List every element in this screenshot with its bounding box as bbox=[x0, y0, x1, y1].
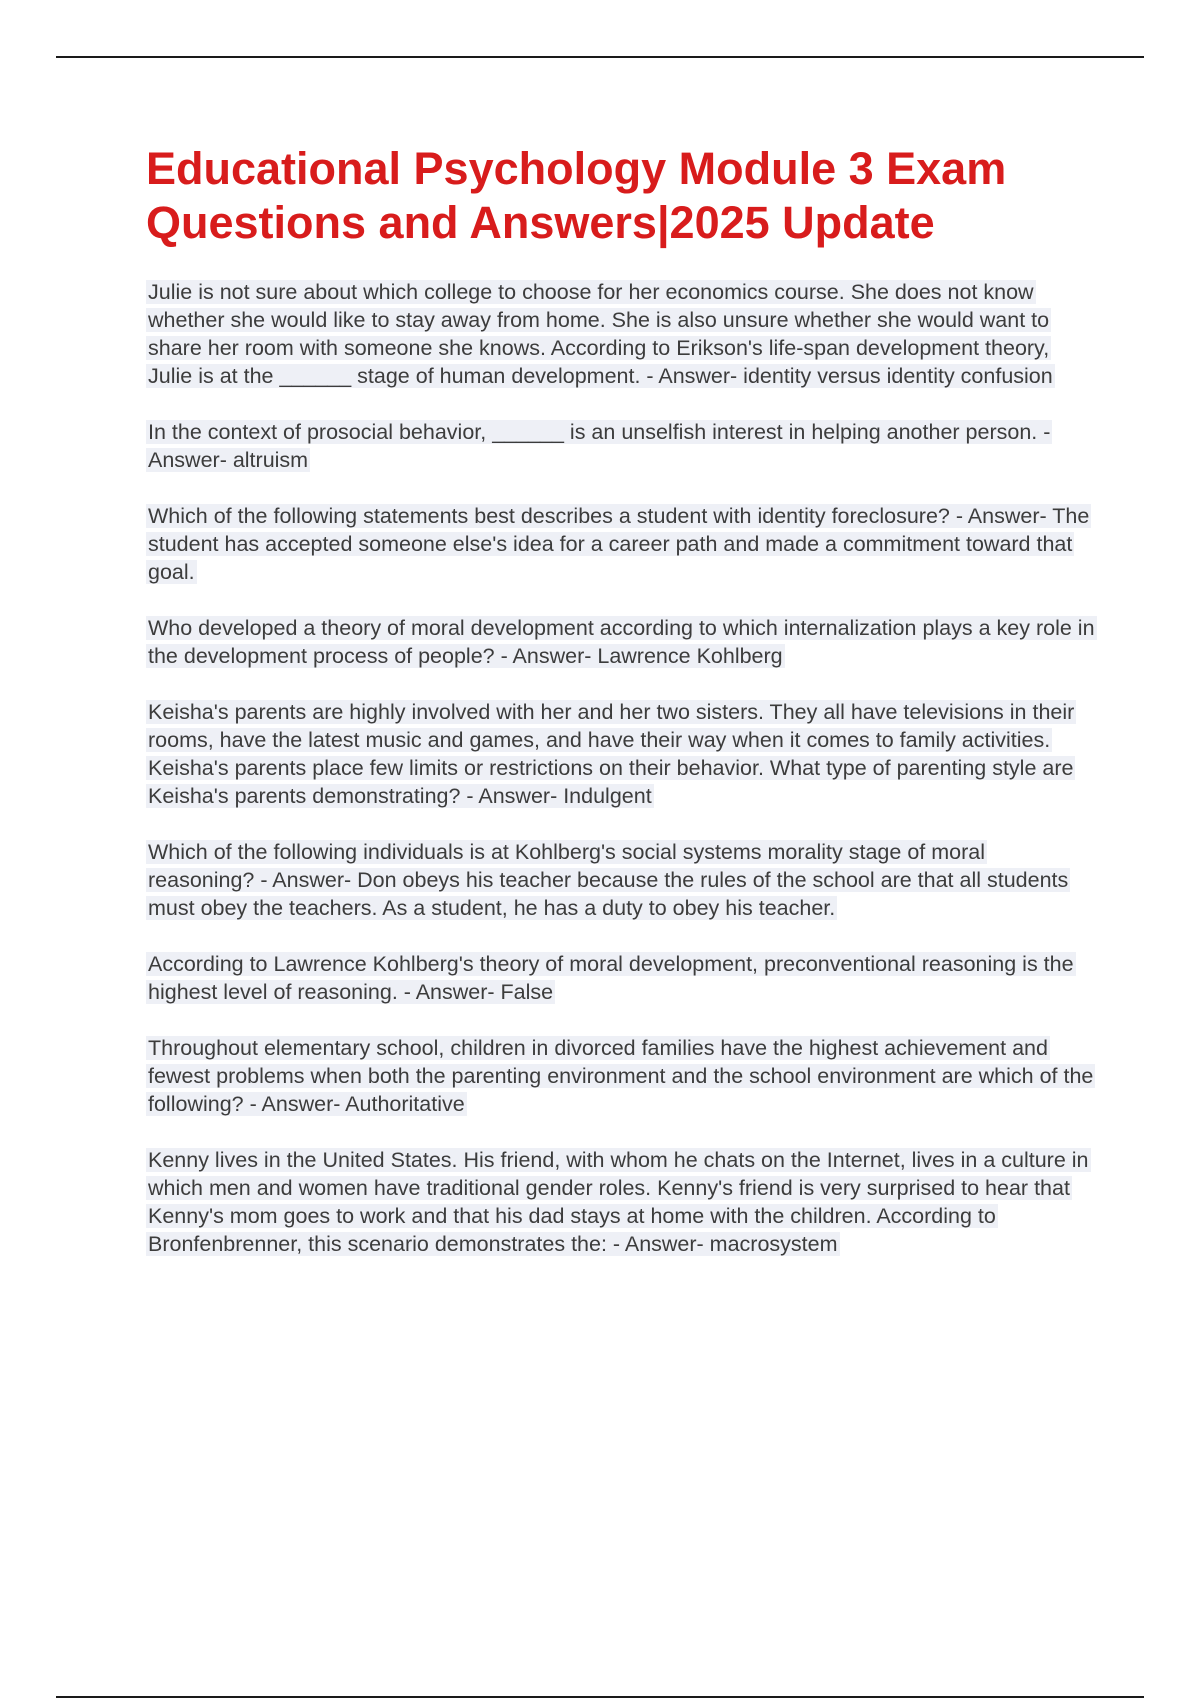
bottom-rule bbox=[56, 1696, 1144, 1698]
qa-item-text: Which of the following statements best describes a student with identity foreclosure? - Answer- The student has accepted someone else's idea for a career path and made a commitment toward that goal. bbox=[148, 504, 1090, 584]
qa-item-text: In the context of prosocial behavior, ______ is an unselfish interest in helping another person. - Answer- altruism bbox=[148, 420, 1051, 472]
qa-item bbox=[146, 278, 1096, 390]
qa-item-text: Kenny lives in the United States. His friend, with whom he chats on the Internet, lives in a culture in which men and women have traditional gender roles. Kenny's friend is very surprised to hear that Kenny's mom goes to work and that his dad stays at home with the children. According to Bronfenbrenner, this scenario demonstrates the: - Answer- macrosystem bbox=[148, 1148, 1089, 1256]
qa-item bbox=[146, 950, 1096, 1006]
qa-item-text: Julie is not sure about which college to choose for her economics course. She does not know whether she would like to stay away from home. She is also unsure whether she would want to share her room with someone she knows. According to Erikson's life-span development theory, Julie is at the ______ stage of human development. - Answer- identity versus identity confusion bbox=[148, 280, 1053, 388]
document-title: Educational Psychology Module 3 Exam Questions and Answers|2025 Update bbox=[146, 143, 1007, 248]
qa-item-text: Keisha's parents are highly involved with her and her two sisters. They all have televisions in their rooms, have the latest music and games, and have their way when it comes to family activities. Keisha's parents place few limits or restrictions on their behavior. What type of parenting style are Keisha's parents demonstrating? - Answer- Indulgent bbox=[148, 700, 1075, 808]
qa-item-text: Which of the following individuals is at Kohlberg's social systems morality stage of moral reasoning? - Answer- Don obeys his teacher because the rules of the school are that all students must obey the teachers. As a student, he has a duty to obey his teacher. bbox=[148, 840, 1069, 920]
qa-item bbox=[146, 418, 1096, 474]
qa-item bbox=[146, 1146, 1096, 1258]
qa-item bbox=[146, 502, 1096, 586]
qa-item-text: Who developed a theory of moral development according to which internalization plays a key role in the development process of people? - Answer- Lawrence Kohlberg bbox=[148, 616, 1095, 668]
page-content bbox=[146, 142, 1096, 1286]
qa-item-text: According to Lawrence Kohlberg's theory of moral development, preconventional reasoning is the highest level of reasoning. - Answer- False bbox=[148, 952, 1074, 1004]
qa-item bbox=[146, 614, 1096, 670]
qa-item-text: Throughout elementary school, children in divorced families have the highest achievement and fewest problems when both the parenting environment and the school environment are which of the following? - Answer- Authoritative bbox=[148, 1036, 1094, 1116]
qa-item bbox=[146, 698, 1096, 810]
qa-item bbox=[146, 838, 1096, 922]
qa-list bbox=[146, 278, 1096, 1258]
qa-item bbox=[146, 1034, 1096, 1118]
top-rule bbox=[56, 56, 1144, 58]
